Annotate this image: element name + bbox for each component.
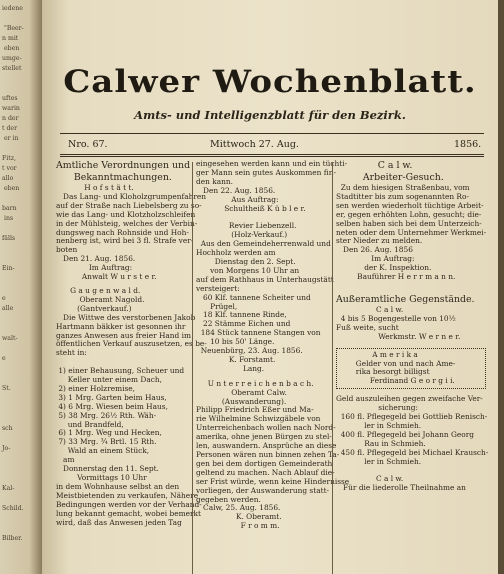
- column-3-body-3: Geld auszuleihen gegen zweifache Ver- sicherung: 160 fl. Pflegegeld bei Gottlieb Renisch- ler in Schmieh. 400 fl. Pflegegeld bei Johann Georg Rau in Schmieh. 450 fl. Pflegegeld bei Michael Krausch- ler in Schmieh. C a l w. Für die liederolle Theilnahme an: [336, 394, 489, 493]
- rule-top: [60, 133, 484, 134]
- column-divider-1: [192, 162, 193, 574]
- column-3-body: Zu dem hiesigen Straßenbau, vom Stadtitter bis zum sogenannten Ro- sen werden wiederholt tüchtige Arbeit- er, gegen erhöhten Lohn, gesucht; die- selben haben sich bei dem Unterzeich- neten oder dem Unternehmer Werkmei- ster Nieder zu melden. Den 26. Aug. 1856 Im Auftrag: der K. Inspektion. Bauführer H e r r m a n n.: [336, 183, 487, 282]
- column-2-body: eingesehen werden kann und ein tüchti- ger Mann sein gutes Auskommen fin- den kann. Den 22. Aug. 1856. Aus Auftrag: Schultheiß K ü b l e r. Revier Liebenzell. (Holz-Verkauf.) Aus den Gemeindeherrenwald und Hochholz werden am Dienstag den 2. Sept. von Morgens 10 Uhr an auf dem Rathhaus in Unterhaugstätt versteigert: 60 Klf. tannene Scheiter und Prügel, 18 Klf. tannene Rinde, 22 Stämme Eichen und 184 Stück tannene Stangen von 10 bis 50' Länge. Neuenbürg, 23. Aug. 1856. K. Forstamt. Lang.: [196, 159, 348, 373]
- column-2-body-2: Philipp Friedrich Eßer und Ma- rie Wilhelmine Schwizgäbele von Unterreichenbach wollen nach Nord- amerika, ohne jenen Bürgen zu stel- len, auswandern. Ansprüche an diese Personen wären nun binnen zehen Ta- gen bei dem dortigen Gemeinderath geltend zu machen. Nach Ablauf die- ser Frist würde, wenn keine Hindernisse vorliegen, der Auswanderung statt- gegeben werden. Calw, 25. Aug. 1856. K. Oberamt. F r o m m.: [196, 405, 350, 531]
- column-divider-2: [332, 162, 333, 574]
- amerika-box-text: A m e r i k a Gelder von und nach Ame- rika besorgt billigst Ferdinand G e o r g i i.: [355, 349, 456, 386]
- column-1-body-2: Die Wittwe des verstorbenen Jakob Hartmann bäkker ist gesonnen ihr ganzes Anwesen aus freier Hand im öffentlichen Verkauf auszusetzen, es be- steht in: 1) einer Behausung, Scheuer und Keller unter einem Dach, 2) einer Holzremise, 3) 1 Mrg. Garten beim Haus, 4) 6 Mrg. Wiesen beim Haus, 5) 38 Mrg. 26½ Rth. Wäh- und Brandfeld, 6) 1 Mrg. Weg und Hecken, 7) 33 Mrg. ¾ Brtl. 15 Rth. Wald an einem Stück, am Donnerstag den 11. Sept. Vormittags 10 Uhr in dem Wohnhause selbst an den Meistbietenden zu verkaufen, Nähere Bedingungen werden vor der Verhand- lung bekannt gemacht, wobei bemerkt wird, daß das Anwesen jeden Tag: [56, 312, 207, 527]
- newspaper-page: [42, 0, 498, 574]
- column-3-heading-2: Außeramtliche Gegenstände.: [336, 293, 475, 305]
- issue-number: Nro. 67.: [68, 139, 108, 150]
- column-1-heading-2: G a u g e n w a l d. Oberamt Nagold. (Gantverkauf.): [70, 285, 145, 313]
- column-3-body-2: C a l w. 4 bis 5 Bogengestelle von 10½ Fuß weite, sucht Werkmstr. W e r n e r.: [336, 304, 461, 341]
- column-2: [196, 159, 350, 531]
- column-3: [336, 160, 489, 493]
- column-3-heading: C a l w. Arbeiter-Gesuch.: [362, 160, 444, 183]
- column-1-body: H o f s t ä t t. Das Lang- und Kloholzgrumpenfahren auf der Straße nach Liebelsberg zu so- wie das Lang- und Klotzholzschleifen in der Mühlsteig, welches der Verbin- dungsweg nach Rohnside und Hoh- nenberg ist, wird bei 3 fl. Strafe ver- boten Den 21. Aug. 1856. Im Auftrag: Anwalt W u r s t e r.: [56, 183, 207, 282]
- binding-strip: [0, 0, 42, 574]
- binding-text: iedene "Beer- n mit eben umge- stellet uftes warin n der t der er in Fitz, t vor allo eben barn ins fälls Ein- e alle walt- e St. sch Jo- Kal- Schild. Bilber.: [2, 5, 24, 542]
- column-1-heading: Amtliche Verordnungen und Bekanntmachungen.: [56, 160, 191, 183]
- issue-year: 1856.: [454, 139, 482, 150]
- issue-date: Mittwoch 27. Aug.: [210, 139, 299, 150]
- column-1: [56, 160, 207, 527]
- column-2-heading-2: U n t e r r e i c h e n b a c h. Oberamt Calw. (Auswanderung).: [207, 378, 314, 406]
- rule-bottom: [60, 154, 484, 155]
- page-subtitle: Amts- und Intelligenzblatt für den Bezirk.: [134, 108, 406, 122]
- rule-bottom-double: [60, 156, 484, 157]
- page-title: Calwer Wochenblatt.: [63, 64, 477, 100]
- amerika-box: [336, 348, 486, 390]
- page-edge: [498, 0, 504, 574]
